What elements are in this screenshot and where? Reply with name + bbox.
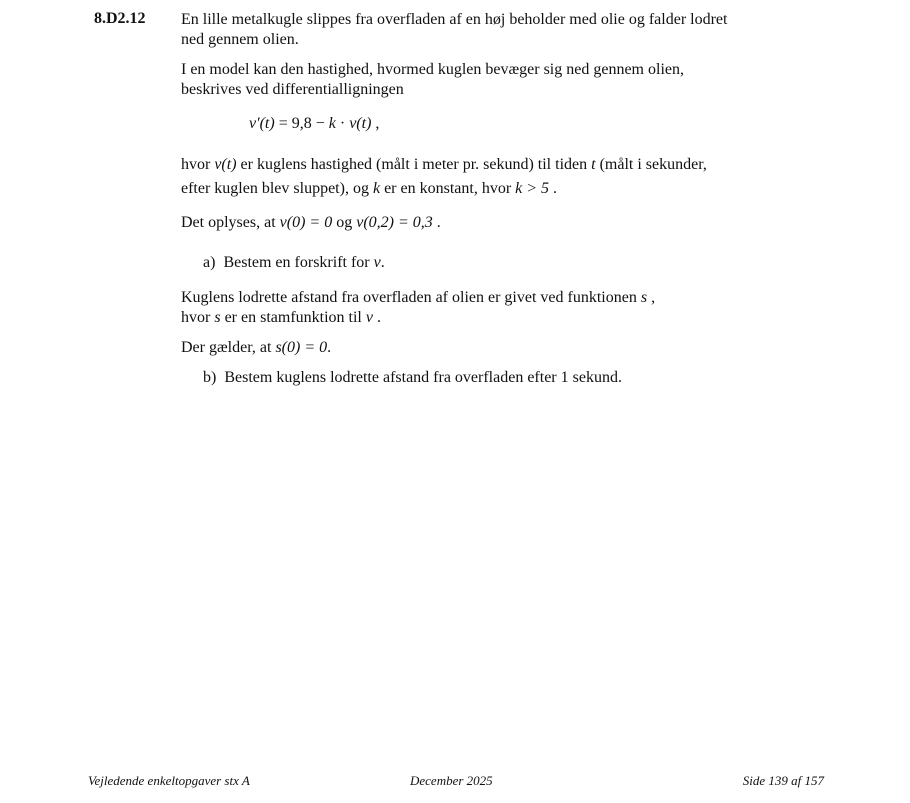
distance-text: Kuglens lodrette afstand fra overfladen af olien er givet ved funktionen [181, 289, 641, 306]
distance-text: hvor [181, 309, 215, 326]
math-v02: v(0,2) = 0,3 [356, 214, 433, 231]
eq-lhs: v′(t) [249, 115, 275, 132]
question-b-label: b) [203, 369, 217, 386]
intro-line-1: En lille metalkugle slippes fra overfladen af en høj beholder med olie og falder lodret [181, 11, 728, 28]
explain-line-1 [181, 153, 707, 177]
eq-middle: = 9,8 − [274, 115, 329, 132]
explain-text: er en konstant, hvor [380, 180, 516, 197]
explain-text: (målt i sekunder, [595, 156, 707, 173]
footer-page-number: Side 139 af 157 [742, 773, 824, 788]
math-s: s [640, 289, 648, 306]
distance-text: . [372, 309, 381, 326]
eq-dot: · [335, 115, 350, 132]
question-b-text: Bestem kuglens lodrette afstand fra overfladen efter 1 sekund. [224, 369, 622, 386]
given-text: Det oplyses, at [181, 214, 280, 231]
math-s0: s(0) = 0 [275, 339, 328, 356]
problem-number: 8.D2.12 [94, 10, 146, 27]
distance-text: er en stamfunktion til [220, 309, 366, 326]
condition-text: . [327, 339, 332, 356]
explain-text: efter kuglen blev sluppet), og [181, 180, 373, 197]
model-line-2: beskrives ved differentialligningen [181, 81, 404, 98]
eq-end: , [371, 115, 380, 132]
explain-text: er kuglens hastighed (målt i meter pr. sekund) til tiden [236, 156, 592, 173]
eq-vt: v(t) [349, 115, 372, 132]
condition-text: Der gælder, at [181, 339, 276, 356]
intro-line-2: ned gennem olien. [181, 31, 299, 48]
given-text: og [332, 214, 357, 231]
explain-text: hvor [181, 156, 215, 173]
differential-equation [249, 114, 379, 134]
math-k-gt-5: k > 5 [515, 180, 550, 197]
explain-text: . [549, 180, 558, 197]
question-b [203, 368, 622, 388]
math-v: v [373, 254, 381, 271]
question-a-text: . [380, 254, 385, 271]
given-text: . [432, 214, 441, 231]
footer-left: Vejledende enkeltopgaver stx A [88, 773, 250, 788]
explain-line-2 [181, 177, 707, 201]
distance-line-1 [181, 288, 655, 308]
math-v0: v(0) = 0 [279, 214, 333, 231]
intro-paragraph [181, 10, 727, 50]
question-a-text: Bestem en forskrift for [223, 254, 374, 271]
math-vt: v(t) [214, 156, 237, 173]
model-line-1: I en model kan den hastighed, hvormed kuglen bevæger sig ned gennem olien, [181, 61, 684, 78]
math-v: v [365, 309, 373, 326]
footer-center: December 2025 [410, 773, 493, 788]
distance-paragraph [181, 288, 655, 328]
distance-line-2 [181, 308, 655, 328]
math-s: s [214, 309, 221, 326]
question-a [203, 253, 385, 273]
condition-line [181, 338, 331, 358]
math-t: t [591, 156, 596, 173]
eq-k: k [328, 115, 336, 132]
math-k: k [372, 180, 381, 197]
given-line [181, 213, 441, 233]
question-a-label: a) [203, 254, 216, 271]
explain-paragraph [181, 153, 707, 201]
model-paragraph [181, 60, 684, 100]
distance-text: , [647, 289, 656, 306]
